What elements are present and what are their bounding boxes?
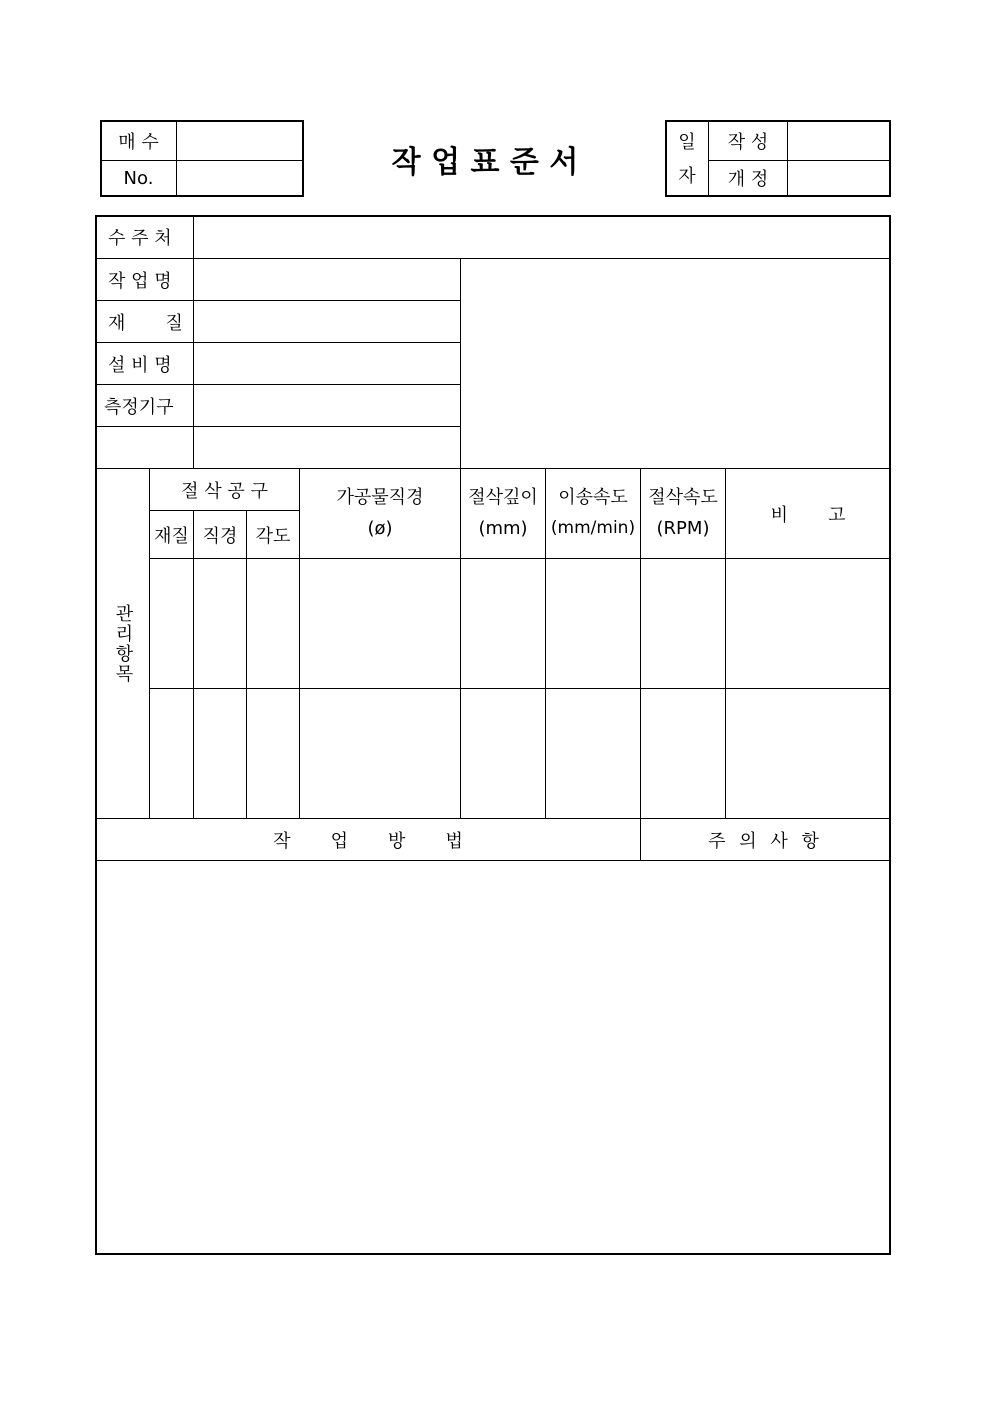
control-items-label bbox=[96, 469, 149, 818]
extra-label[interactable] bbox=[96, 427, 193, 468]
table-row[interactable] bbox=[150, 559, 890, 688]
workpiece-diameter-unit: (ø) bbox=[367, 517, 393, 539]
no-label: No. bbox=[123, 167, 154, 189]
cutting-speed-unit: (RPM) bbox=[656, 517, 710, 539]
no-field[interactable] bbox=[177, 160, 303, 196]
date-label-2: 자 bbox=[678, 166, 696, 187]
equipment-field[interactable] bbox=[194, 343, 460, 384]
equipment-label: 설 비 명 bbox=[108, 354, 172, 376]
work-method-label: 작 업 방 법 bbox=[273, 830, 463, 852]
tool-material-label: 재질 bbox=[154, 525, 189, 547]
feed-rate-label: 이송속도 bbox=[558, 487, 628, 508]
precautions-label: 주 의 사 항 bbox=[708, 830, 823, 852]
drawing-area[interactable] bbox=[461, 259, 890, 468]
remarks-label: 비 고 bbox=[770, 504, 846, 526]
revised-date-field[interactable] bbox=[788, 160, 890, 196]
cut-depth-unit: (mm) bbox=[478, 517, 528, 539]
workpiece-diameter-label: 가공물직경 bbox=[336, 487, 424, 508]
date-label-1: 일 bbox=[678, 132, 696, 153]
client-label: 수 주 처 bbox=[108, 228, 172, 249]
created-date-field[interactable] bbox=[788, 121, 890, 160]
cut-depth-label: 절삭깊이 bbox=[468, 487, 538, 508]
table-row[interactable] bbox=[150, 689, 890, 818]
precautions-field[interactable] bbox=[641, 861, 890, 1253]
cutting-speed-label: 절삭속도 bbox=[648, 487, 718, 508]
feed-rate-unit: (mm/min) bbox=[550, 518, 636, 538]
gauge-field[interactable] bbox=[194, 385, 460, 426]
tool-diameter-label: 직경 bbox=[202, 525, 238, 547]
tool-angle-label: 각도 bbox=[255, 525, 291, 547]
created-label: 작 성 bbox=[727, 131, 769, 153]
extra-field[interactable] bbox=[194, 427, 460, 468]
client-field[interactable] bbox=[194, 216, 890, 258]
job-name-label: 작 업 명 bbox=[108, 270, 172, 292]
document-title: 작 업 표 준 서 bbox=[391, 145, 579, 180]
job-name-field[interactable] bbox=[194, 259, 460, 300]
gauge-label: 측정기구 bbox=[104, 396, 174, 418]
control-items-text: 관리항목 bbox=[112, 603, 134, 684]
sheet-count-label: 매 수 bbox=[118, 131, 159, 153]
material-label: 재 질 bbox=[108, 312, 183, 334]
material-field[interactable] bbox=[194, 301, 460, 342]
work-method-field[interactable] bbox=[96, 861, 640, 1253]
cutting-tool-label: 절 삭 공 구 bbox=[181, 480, 268, 502]
sheet-count-field[interactable] bbox=[177, 121, 303, 160]
revised-label: 개 정 bbox=[727, 169, 769, 190]
